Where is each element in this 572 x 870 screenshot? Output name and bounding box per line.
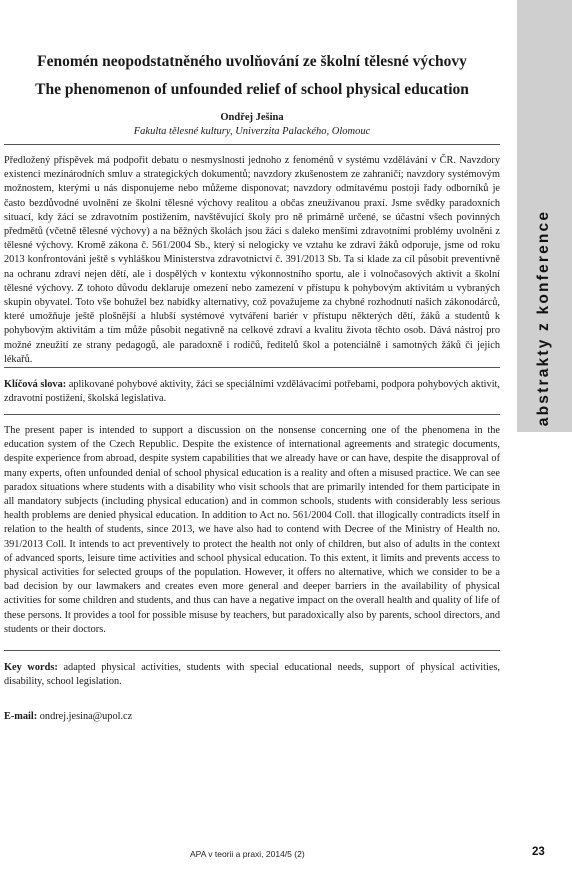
divider	[4, 367, 500, 368]
divider	[4, 144, 500, 145]
keywords-czech-label: Klíčová slova:	[4, 379, 67, 390]
title-english: The phenomenon of unfounded relief of school physical education	[35, 81, 469, 98]
page-number: 23	[532, 846, 545, 858]
author-name: Ondřej Ješina	[220, 112, 284, 123]
journal-footer: APA v teorii a praxi, 2014/5 (2)	[190, 849, 305, 859]
keywords-english-label: Key words:	[4, 662, 58, 673]
abstract-english: The present paper is intended to support a discussion on the nonsense concerning one of the phenomena in the education system of the Czech Republic. Despite the existence of international agreements and strategic documents, despite experience from abroad, despite system capabilities that we already have or can have, despite the disapproval of many experts, often unfounded denial of school physical education is a reality and often a misused practice. We can see paradox situations where students with a disability who visit schools that are primarily intended for them participate in all mandatory subjects (including physical education) and in common schools, students with considerably less serious health problems are denied physical education. In addition to Act no. 561/2004 Coll. that illogically contradicts itself in relation to the health of students, since 2013, we have also had to contend with Decree of the Ministry of Health no. 391/2013 Coll. It intends to act preventively to protect the health not only of children, but also of adults in the context of advanced sports, leisure time activities and school physical education. To this extent, it limits and prevents access to physical activities for selected groups of the population. However, it offers no alternative, which we consider to be a bad decision by our lawmakers and creates even more general and deeper barriers in the availability of physical activities for some children and students, and thus can have a negative impact on the overall health and quality of life of these persons. It provides a tool for possible misuse by teachers, but paradoxically also by parents, school directors, and students or their doctors.	[4, 425, 500, 635]
keywords-english	[4, 661, 500, 689]
divider	[4, 650, 500, 651]
email-label: E-mail:	[4, 711, 38, 722]
author-email	[4, 710, 500, 724]
author-affiliation: Fakulta tělesné kultury, Univerzita Palackého, Olomouc	[133, 126, 371, 137]
title-czech: Fenomén neopodstatněného uvolňování ze školní tělesné výchovy	[37, 53, 467, 70]
section-side-label: abstrakty z konference	[535, 209, 552, 427]
keywords-czech-text: aplikované pohybové aktivity, žáci se speciálními vzdělávacími potřebami, podpora pohybových aktivit, zdravotní postižení, školská legislativa.	[4, 379, 500, 405]
keywords-english-text: adapted physical activities, students with special educational needs, support of physical activities, disability, school legislation.	[4, 662, 501, 688]
divider	[4, 414, 500, 415]
email-address[interactable]: ondrej.jesina@upol.cz	[39, 711, 133, 722]
abstract-czech: Předložený příspěvek má podpořit debatu o nesmyslnosti jednoho z fenoménů v systému vzdělávání v ČR. Navzdory existenci mezinárodních smluv a strategických dokumentů; navzdory zkušenostem ze zahraničí; navzdory systémovým možnostem, kterými u nás disponujeme nebo můžeme disponovat; navzdory odmítavému postoji řady odborníků je často bezdůvodné uvolnění ze školní tělesné výchovy realitou a občas zneužívanou praxí. Jsme svědky paradoxních situací, kdy žáci se zdravotním postižením, navštěvující školy pro ně primárně určené, se účastní všech povinných předmětů (včetně tělesné výchovy) a na běžných školách jsou žáci s daleko menšími zdravotními problémy uvolněni z tělesné výchovy. Kromě zákona č. 561/2004 Sb., který si nelogicky ve vztahu ke zdraví žáků odporuje, jsme od roku 2013 konfrontováni ještě s vyhláškou Ministerstva zdravotnictví č. 391/2013 Sb. Ta si klade za cíl působit preventivně na ochranu zdraví nejen dětí, ale i dospělých v kontextu výkonnostního sportu, ale i volnočasových aktivit a školní tělesné výchovy. Z tohoto důvodu deklaruje omezení nebo zamezení v přístupu k pohybovým aktivitám u vybraných skupin obyvatel. Toto vše bohužel bez nabídky alternativy, což považujeme za chybné rozhodnutí našich zákonodárců, které umožňuje ještě plošnější a hlubší systémové vytváření bariér v přístupu některých dětí, žáků a studentů k pohybovým aktivitám a tím může působit negativně na celkové zdraví a kvalitu života těchto osob. Dává nástroj pro možné zneužití ze strany pedagogů, ale paradoxně i rodičů, ředitelů škol a potenciálně i samotných žáků či jejich lékařů.	[4, 155, 500, 365]
keywords-czech	[4, 378, 500, 406]
